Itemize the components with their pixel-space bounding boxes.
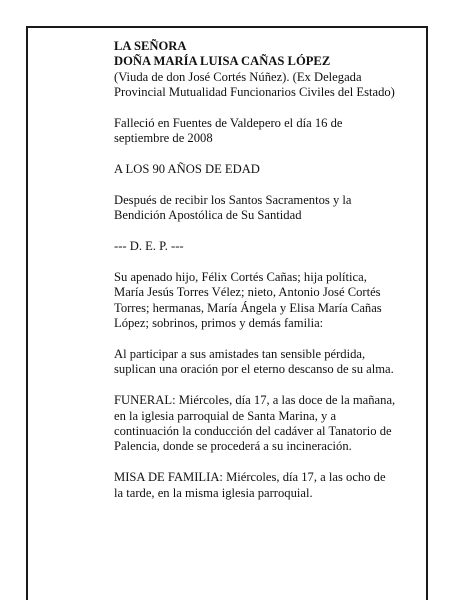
family-line-2: María Jesús Torres Vélez; nieto, Antonio José Cortés (114, 285, 381, 300)
obituary-text (114, 39, 424, 516)
heading-block (114, 39, 424, 101)
rip-line: --- D. E. P. --- (114, 239, 184, 254)
age-line: A LOS 90 AÑOS DE EDAD (114, 162, 260, 177)
request-line-1: Al participar a sus amistades tan sensible pérdida, (114, 347, 366, 362)
death-notice (114, 116, 424, 147)
deceased-name: DOÑA MARÍA LUISA CAÑAS LÓPEZ (114, 54, 331, 69)
funeral-line-3: continuación la conducción del cadáver al Tanatorio de (114, 424, 392, 439)
sacraments-line-2: Bendición Apostólica de Su Santidad (114, 208, 302, 223)
death-line-1: Falleció en Fuentes de Valdepero el día 16 de (114, 116, 343, 131)
funeral-line-2: en la iglesia parroquial de Santa Marina, y a (114, 408, 337, 423)
family-line-3: Torres; hermanas, María Ángela y Elisa María Cañas (114, 300, 382, 315)
request-notice (114, 347, 424, 378)
family-line-1: Su apenado hijo, Félix Cortés Cañas; hija política, (114, 270, 367, 285)
death-line-2: septiembre de 2008 (114, 131, 213, 146)
rip-notice (114, 239, 424, 254)
funeral-notice (114, 393, 424, 455)
request-line-2: suplican una oración por el eterno descanso de su alma. (114, 362, 394, 377)
family-mass-notice (114, 470, 424, 501)
sacraments-line-1: Después de recibir los Santos Sacramentos y la (114, 193, 352, 208)
age-notice (114, 162, 424, 177)
funeral-line-4: Palencia, donde se procederá a su incineración. (114, 439, 352, 454)
title-label: LA SEÑORA (114, 39, 187, 53)
widow-note-cont: Provincial Mutualidad Funcionarios Civiles del Estado) (114, 85, 395, 100)
family-mass-line-2: la tarde, en la misma iglesia parroquial. (114, 485, 313, 500)
sacraments-notice (114, 193, 424, 224)
widow-note: (Viuda de don José Cortés Núñez). (Ex Delegada (114, 69, 362, 84)
family-mass-line-1: MISA DE FAMILIA: Miércoles, día 17, a las ocho de (114, 470, 386, 485)
family-line-4: López; sobrinos, primos y demás familia: (114, 316, 324, 331)
funeral-line-1: FUNERAL: Miércoles, día 17, a las doce de la mañana, (114, 393, 396, 408)
family-notice (114, 270, 424, 332)
